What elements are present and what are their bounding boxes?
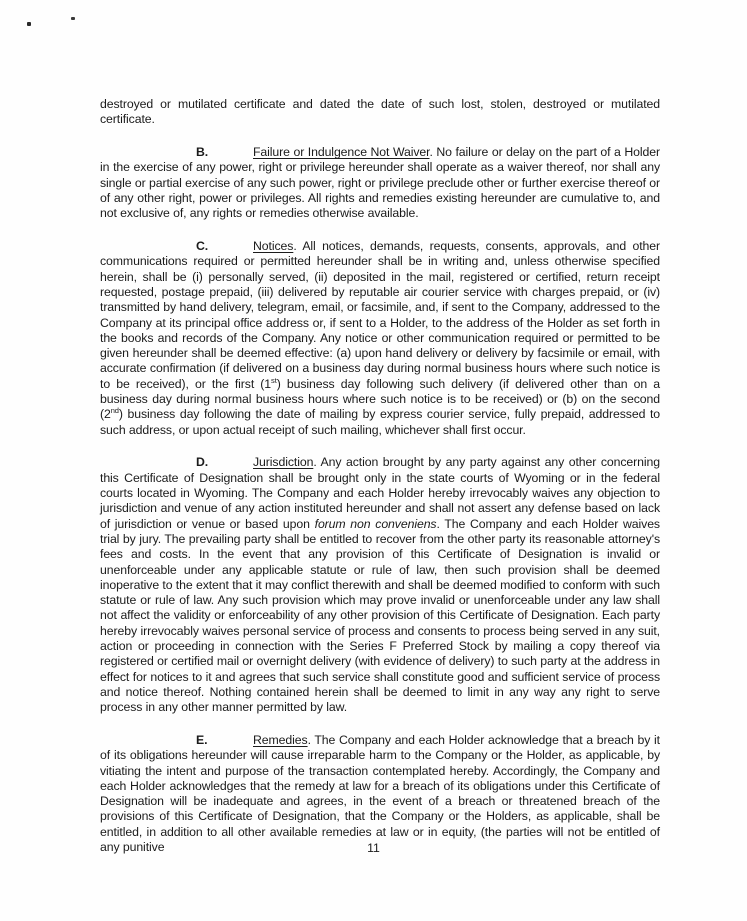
section-C [100, 239, 660, 438]
section-E [100, 733, 660, 855]
text-run: . Any action brought by any party against any other concerning this Certificate of Designation shall be brought only in the state courts of Wyoming or in the federal courts located in Wyoming. The Company and each Holder hereby irrevocably waives any objection to jurisdiction and venue of any action instituted hereunder and shall not assert any defense based on lack of jurisdiction or venue or based upon [100, 455, 660, 531]
scan-speck [71, 17, 75, 20]
text-run: ) business day following such delivery (if delivered other than on a business day during normal business hours where such notice is to be received) or (b) on the second (2 [100, 376, 660, 422]
section-heading: Notices [253, 239, 294, 254]
document-text [100, 97, 660, 855]
section-heading: Remedies [253, 732, 308, 747]
text-run: . The Company and each Holder acknowledge that a breach by it of its obligations hereunder will cause irreparable harm to the Company or the Holder, as applicable, by vitiating the intent and purpose of the transaction contemplated hereby. Accordingly, the Company and each Holder acknowledges that the remedy at law for a breach of its obligations under this Certificate of Designation will be inadequate and agrees, in the event of a breach or threatened breach of the provisions of this Certificate of Designation, that the Company or the Holders, as applicable, shall be entitled, in addition to all other available remedies at law or in equity, (the parties will not be entitled of any punitive [100, 732, 660, 855]
section-letter: E. [196, 732, 208, 747]
text-run: . The Company and each Holder waives trial by jury. The prevailing party shall be entitled to recover from the other party its reasonable attorney's fees and costs. In the event that any provision of this Certificate of Designation is invalid or unenforceable under any applicable statute or rule of law, then such provision shall be deemed inoperative to the extent that it may conflict therewith and shall be deemed modified to conform with such statute or rule of law. Any such provision which may prove invalid or unenforceable under any law shall not affect the validity or enforceability of any other provision of this Certificate of Designation. Each party hereby irrevocably waives personal service of process and consents to process being served in any suit, action or proceeding in connection with the Series F Preferred Stock by mailing a copy thereof via registered or certified mail or overnight delivery (with evidence of delivery) to such party at the address in effect for notices to it and agrees that such service shall constitute good and sufficient service of process and notice thereof. Nothing contained herein shall be deemed to limit in any way any right to serve process in any other manner permitted by law. [100, 516, 660, 715]
text-run: nd [110, 406, 119, 416]
text-run: st [271, 375, 277, 385]
section-heading: Jurisdiction [253, 455, 314, 470]
paragraph-continuation [100, 97, 660, 128]
text-run: . No failure or delay on the part of a Holder in the exercise of any power, right or privilege hereunder shall operate as a waiver thereof, nor shall any single or partial exercise of any such power, right or privilege preclude other or further exercise thereof or of any other right, power or privileges. All rights and remedies existing hereunder are cumulative to, and not exclusive of, any rights or remedies otherwise available. [100, 145, 660, 221]
section-heading: Failure or Indulgence Not Waiver [253, 145, 430, 160]
text-run: destroyed or mutilated certificate and dated the date of such lost, stolen, destroyed or mutilated certificate. [100, 97, 660, 127]
section-B [100, 145, 660, 221]
section-letter: B. [196, 145, 209, 160]
section-letter: C. [196, 239, 209, 254]
section-D [100, 455, 660, 715]
section-letter: D. [196, 455, 209, 470]
page-number: 11 [367, 841, 380, 855]
text-run: . All notices, demands, requests, consents, approvals, and other communications required or permitted hereunder shall be in writing and, unless otherwise specified herein, shall be (i) personally served, (ii) deposited in the mail, registered or certified, return receipt requested, postage prepaid, (iii) delivered by reputable air courier service with charges prepaid, or (iv) transmitted by hand delivery, telegram, email, or facsimile, and, if sent to the Company, addressed to the Company at its principal office address or, if sent to a Holder, to the address of the Holder as set forth in the books and records of the Company. Any notice or other communication required or permitted to be given hereunder shall be deemed effective: (a) upon hand delivery or delivery by facsimile or email, with accurate confirmation (if delivered on a business day during normal business hours where such notice is to be received), or the first (1 [100, 239, 660, 391]
text-run: ) business day following the date of mailing by express courier service, fully prepaid, addressed to such address, or upon actual receipt of such mailing, whichever shall first occur. [100, 407, 660, 437]
text-run: forum non conveniens [314, 516, 437, 531]
scan-speck [27, 22, 31, 26]
